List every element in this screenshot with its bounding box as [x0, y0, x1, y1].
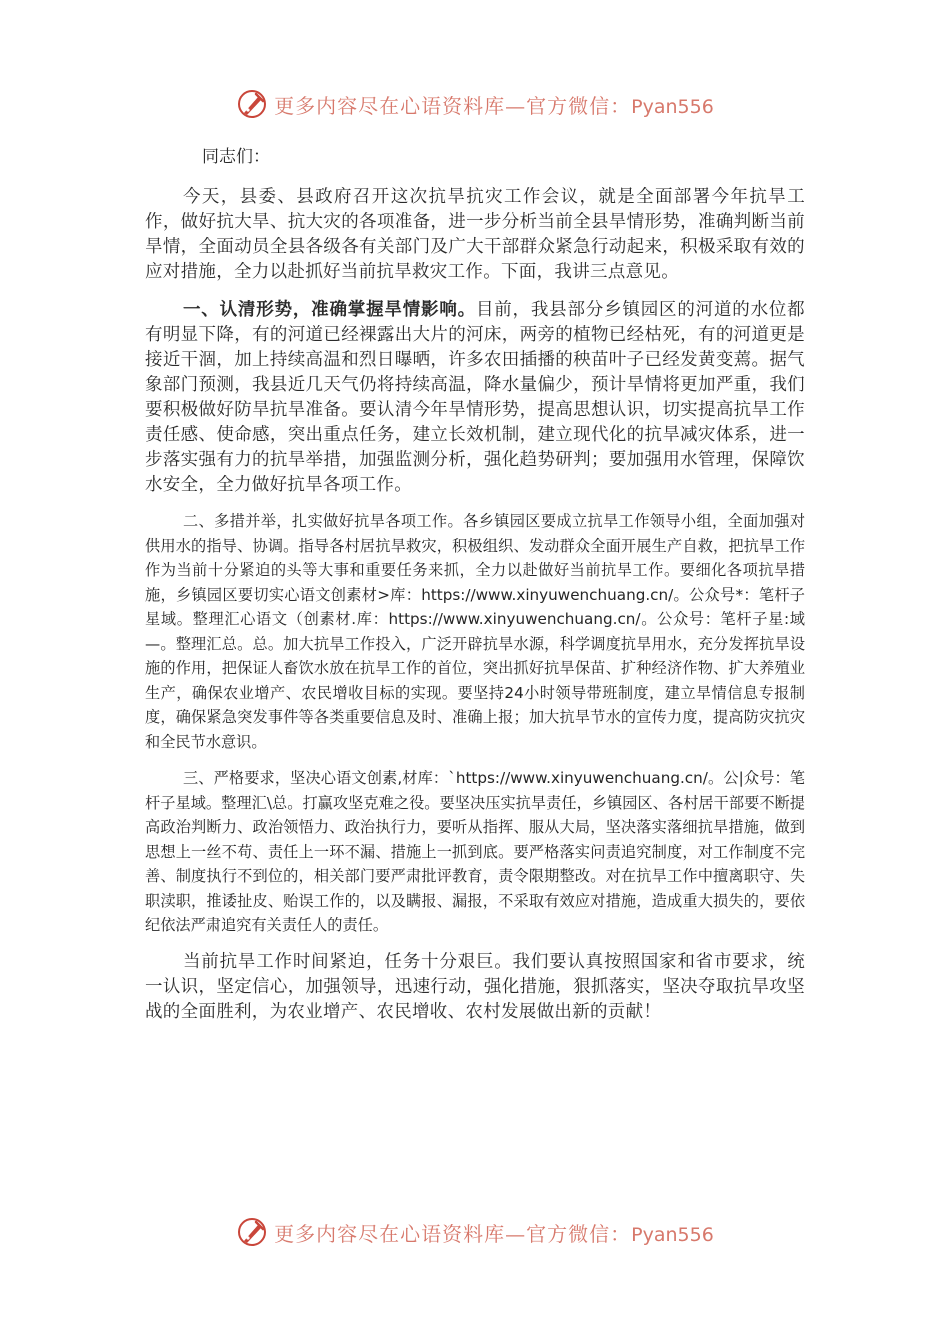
- footer-banner-text: 更多内容尽在心语资料库—官方微信：Pyan556: [274, 1221, 714, 1246]
- closing-paragraph: 当前抗旱工作时间紧迫，任务十分艰巨。我们要认真按照国家和省市要求，统一认识，坚定信心，加强领导，迅速行动，强化措施，狠抓落实，坚决夺取抗旱攻坚战的全面胜利，为农业增产、农民增收、农村发展做出新的贡献！: [145, 951, 805, 1022]
- header-banner: [0, 84, 950, 124]
- header-wechat-id: Pyan556: [631, 95, 714, 118]
- footer-wechat-id: Pyan556: [631, 1223, 714, 1246]
- header-banner-text: 更多内容尽在心语资料库—官方微信：Pyan556: [274, 93, 714, 118]
- footer-banner: [0, 1212, 950, 1252]
- intro-paragraph: 今天，县委、县政府召开这次抗旱抗灾工作会议，就是全面部署今年抗旱工作，做好抗大旱、抗大灾的各项准备，进一步分析当前全县旱情形势，准确判断当前旱情，全面动员全县各级各有关部门及广大干部群众紧急行动起来，积极采取有效的应对措施，全力以赴抓好当前抗旱救灾工作。下面，我讲三点意见。: [145, 187, 805, 282]
- section-1-heading: 一、认清形势，准确掌握旱情影响。: [183, 300, 476, 320]
- section-3-paragraph: 三、严格要求，坚决心语文创素,材库：`https://www.xinyuwenchuang.cn/。公|众号：笔杆子星域。整理汇\总。打赢攻坚克难之役。要坚决压实抗旱责任，乡镇园区、各村居干部要不断提高政治判断力、政治领悟力、政治执行力，要听从指挥、服从大局，坚决落实落细抗旱措施，做到思想上一丝不苟、责任上一环不漏、措施上一抓到底。要严格落实问责追究制度，对工作制度不完善、制度执行不到位的，相关部门要严肃批评教育，责令限期整改。对在抗旱工作中擅离职守、失职渎职，推诿扯皮、贻误工作的，以及瞒报、漏报，不采取有效应对措施，造成重大损失的，要依纪依法严肃追究有关责任人的责任。: [145, 769, 805, 934]
- greeting: 同志们：: [202, 147, 270, 167]
- pen-nib-logo-icon: [236, 88, 268, 120]
- section-2-paragraph: 二、多措并举，扎实做好抗旱各项工作。各乡镇园区要成立抗旱工作领导小组，全面加强对供用水的指导、协调。指导各村居抗旱救灾，积极组织、发动群众全面开展生产自救，把抗旱工作作为当前十分紧迫的头等大事和重要任务来抓，全力以赴做好当前抗旱工作。要细化各项抗旱措施，乡镇园区要切实心语文创素材>库：https://www.xinyuwenchuang.cn/。公众号*：笔杆子星域。整理汇心语文（创素材.库：https://www.xinyuwenchuang.cn/。公众号：笔杆子星:域—。整理汇总。总。加大抗旱工作投入，广泛开辟抗旱水源，科学调度抗旱用水，充分发挥抗旱设施的作用，把保证人畜饮水放在抗旱工作的首位，突出抓好抗旱保苗、扩种经济作物、扩大养殖业生产，确保农业增产、农民增收目标的实现。要坚持24小时领导带班制度，建立旱情信息专报制度，确保紧急突发事件等各类重要信息及时、准确上报；加大抗旱节水的宣传力度，提高防灾抗灾和全民节水意识。: [145, 512, 805, 751]
- pen-nib-logo-icon: [236, 1216, 268, 1248]
- document-body: [145, 145, 805, 1025]
- section-1-text: 目前，我县部分乡镇园区的河道的水位都有明显下降，有的河道已经裸露出大片的河床，两旁的植物已经枯死，有的河道更是接近干涸，加上持续高温和烈日曝晒，许多农田插播的秧苗叶子已经发黄变蔫。据气象部门预测，我县近几天气仍将持续高温，降水量偏少，预计旱情将更加严重，我们要积极做好防旱抗旱准备。要认清今年旱情形势，提高思想认识，切实提高抗旱工作责任感、使命感，突出重点任务，建立长效机制，建立现代化的抗旱减灾体系，进一步落实强有力的抗旱举措，加强监测分析，强化趋势研判；要加强用水管理，保障饮水安全，全力做好抗旱各项工作。: [145, 300, 805, 495]
- section-1-paragraph: [145, 298, 805, 498]
